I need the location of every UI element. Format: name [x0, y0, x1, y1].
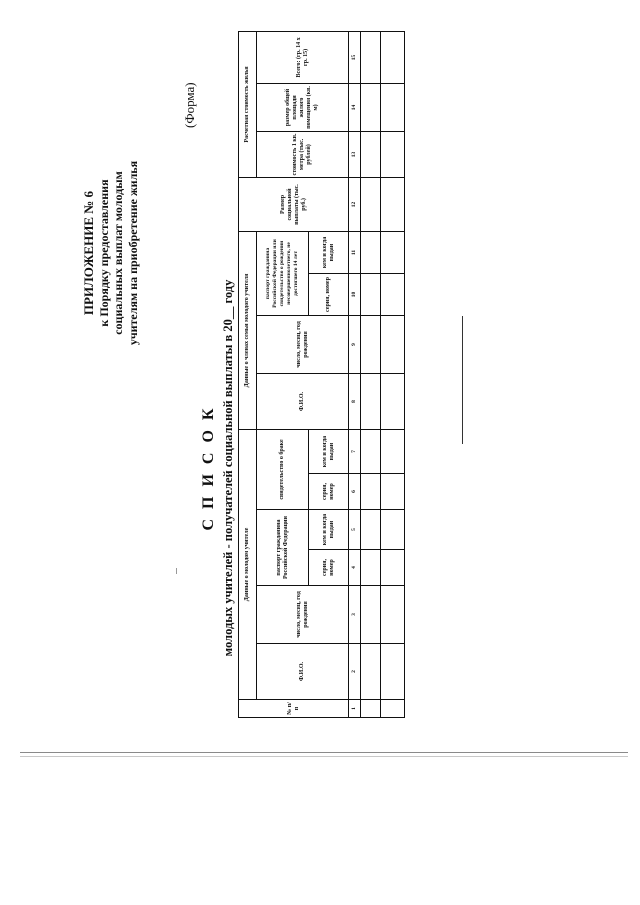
table-cell [361, 31, 381, 83]
header-cell: серия, номер [309, 274, 349, 316]
column-number-row [349, 31, 361, 717]
table-cell [361, 550, 381, 586]
table-cell [361, 644, 381, 700]
column-number: 15 [349, 31, 361, 83]
appendix-header [82, 38, 140, 468]
form-label: (Форма) [182, 82, 197, 128]
table-cell [361, 83, 381, 131]
header-cell: кем и когда выдан [309, 231, 349, 273]
header-group-teacher: Данные о молодом учителе [239, 430, 257, 700]
table-cell [381, 644, 405, 700]
table-cell [361, 274, 381, 316]
header-cell: паспорт гражданина Российской Федерации [257, 510, 309, 586]
column-number: 13 [349, 131, 361, 177]
header-cell: серия, номер [309, 550, 349, 586]
table-cell [381, 586, 405, 644]
column-number: 4 [349, 550, 361, 586]
column-number: 11 [349, 231, 361, 273]
column-number: 8 [349, 374, 361, 430]
table-cell [381, 177, 405, 231]
page-separator [20, 752, 628, 753]
table-cell [361, 316, 381, 374]
table-cell [381, 430, 405, 474]
header-cell: Всего: (гр. 14 х гр. 15) [257, 31, 349, 83]
column-number: 9 [349, 316, 361, 374]
table-cell [361, 586, 381, 644]
table-cell [361, 510, 381, 550]
table-cell [381, 274, 405, 316]
table-cell [381, 510, 405, 550]
header-cell: Ф.И.О. [257, 644, 349, 700]
document-subtitle: молодых учителей - получателей социальной выплаты в 20__ году [221, 279, 235, 657]
column-number: 6 [349, 474, 361, 510]
column-number: 2 [349, 644, 361, 700]
table-cell [361, 700, 381, 718]
column-number: 10 [349, 274, 361, 316]
column-number: 12 [349, 177, 361, 231]
table-cell [361, 131, 381, 177]
table-row [361, 31, 381, 717]
header-group-cost: Расчетная стоимость жилья [239, 31, 257, 177]
table-cell [381, 83, 405, 131]
table-cell [381, 316, 405, 374]
document-title: С П И С О К [200, 405, 217, 531]
table-cell [361, 430, 381, 474]
rotated-form-sheet [82, 18, 640, 718]
header-cell: № п/п [239, 700, 349, 718]
header-cell: кем и когда выдан [309, 430, 349, 474]
table-cell [381, 550, 405, 586]
appendix-line: к Порядку предоставления [96, 179, 111, 327]
header-cell: число, месяц, год рождения [257, 316, 349, 374]
header-cell: число, месяц, год рождения [257, 586, 349, 644]
table-row [381, 31, 405, 717]
header-cell: серия, номер [309, 474, 349, 510]
header-group-family: Данные о членах семьи молодого учителя [239, 231, 257, 429]
table-header-row [239, 31, 257, 717]
table-cell [381, 374, 405, 430]
appendix-line: учителям на приобретение жилья [125, 160, 140, 346]
table-cell [361, 474, 381, 510]
table-cell [381, 31, 405, 83]
table-header-row [257, 31, 309, 717]
table-cell [381, 231, 405, 273]
appendix-title: ПРИЛОЖЕНИЕ № 6 [81, 190, 96, 316]
table-cell [361, 231, 381, 273]
column-number: 14 [349, 83, 361, 131]
header-cell: свидетельство о браке [257, 430, 309, 510]
header-cell: паспорт гражданина Российской Федерации или свидетельство о рождении несовершеннолетнего, не достигшего 14 лет [257, 231, 309, 315]
column-number: 1 [349, 700, 361, 718]
table-cell [361, 374, 381, 430]
column-number: 7 [349, 430, 361, 474]
table-cell [361, 177, 381, 231]
header-cell: размер общей площади жилого помещения (кв. м) [257, 83, 349, 131]
table-cell [381, 131, 405, 177]
header-cell: стоимость 1 кв. метра (тыс. рублей) [257, 131, 349, 177]
appendix-line: социальных выплат молодым [111, 171, 125, 335]
table-cell [381, 700, 405, 718]
column-number: 5 [349, 510, 361, 550]
recipients-table [238, 31, 405, 718]
table-cell [381, 474, 405, 510]
column-number: 3 [349, 586, 361, 644]
page-separator-shadow [20, 756, 628, 757]
header-cell: Размер социальной выплаты (тыс. руб.) [239, 177, 349, 231]
header-cell: кем и когда выдан [309, 510, 349, 550]
header-cell: Ф.И.О. [257, 374, 349, 430]
